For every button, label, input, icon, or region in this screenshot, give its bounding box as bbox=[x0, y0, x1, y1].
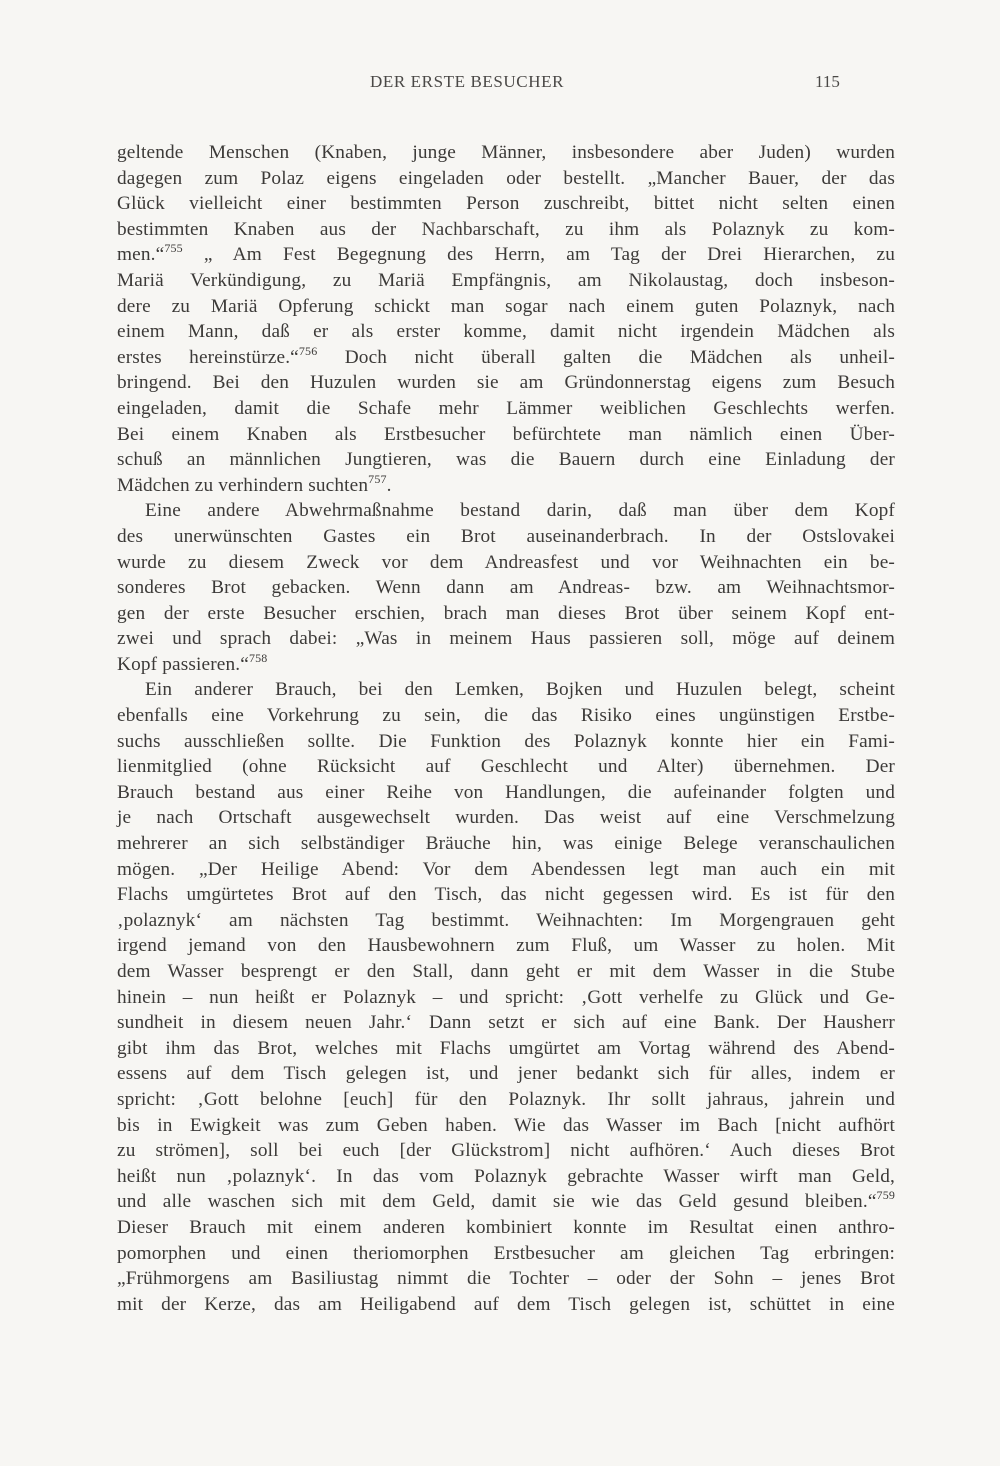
text-line: dem Wasser besprengt er den Stall, dann geht er mit dem Wasser in die Stube bbox=[117, 961, 895, 982]
text-line: men.“$^{755}$ „ Am Fest Begegnung des Herrn, am Tag der Drei Hierarchen, zu bbox=[117, 241, 895, 266]
text-line: sundheit in diesem neuen Jahr.‘ Dann setzt er sich auf eine Bank. Der Hausherr bbox=[117, 1012, 895, 1034]
text-line: geltende Menschen (Knaben, junge Männer, insbesondere aber Juden) wurden bbox=[117, 142, 895, 163]
page-number: 115 bbox=[815, 72, 840, 91]
text-line: suchs ausschließen sollte. Die Funktion des Polaznyk konnte hier ein Fami- bbox=[117, 730, 895, 752]
text-line: bis in Ewigkeit was zum Geben haben. Wie das Wasser im Bach [nicht aufhört bbox=[117, 1114, 895, 1136]
text-line: lienmitglied (ohne Rücksicht auf Geschlecht und Alter) übernehmen. Der bbox=[117, 756, 895, 778]
paragraph-start-line: Ein anderer Brauch, bei den Lemken, Bojken und Huzulen belegt, scheint bbox=[145, 679, 895, 701]
text-line: mögen. „Der Heilige Abend: Vor dem Abendessen legt man auch ein mit bbox=[117, 858, 895, 880]
text-line: zu strömen], soll bei euch [der Glückstrom] nicht aufhören.‘ Auch dieses Brot bbox=[117, 1140, 895, 1162]
text-line: Bei einem Knaben als Erstbesucher befürchtete man nämlich einen Über- bbox=[117, 423, 895, 445]
text-line: gibt ihm das Brot, welches mit Flachs umgürtet am Vortag während des Abend- bbox=[117, 1037, 895, 1059]
text-line: einem Mann, daß er als erster komme, damit nicht irgendein Mädchen als bbox=[117, 321, 895, 343]
text-line: dagegen zum Polaz eigens eingeladen oder bestellt. „Mancher Bauer, der das bbox=[117, 167, 895, 189]
text-line: des unerwünschten Gastes ein Brot auseinanderbrach. In der Ostslovakei bbox=[117, 525, 895, 547]
text-line: schuß an männlichen Jungtieren, was die Bauern durch eine Einladung der bbox=[117, 449, 895, 471]
text-line: erstes hereinstürze.“$^{756}$ Doch nicht überall galten die Mädchen als unheil- bbox=[117, 343, 895, 368]
text-line: heißt nun ‚polaznyk‘. In das vom Polaznyk gebrachte Wasser wirft man Geld, bbox=[117, 1165, 895, 1187]
text-line: Dieser Brauch mit einem anderen kombiniert konnte im Resultat einen anthro- bbox=[117, 1216, 895, 1238]
text-line: ebenfalls eine Vorkehrung zu sein, die das Risiko eines ungünstigen Erstbe- bbox=[117, 705, 895, 727]
footnote-reference: 755 bbox=[164, 241, 183, 256]
text-line: sonderes Brot gebacken. Wenn dann am Andreas- bzw. am Weihnachtsmor- bbox=[117, 577, 895, 599]
text-line: zwei und sprach dabei: „Was in meinem Haus passieren soll, möge auf deinem bbox=[117, 628, 895, 650]
text-line: ‚polaznyk‘ am nächsten Tag bestimmt. Weihnachten: Im Morgengrauen geht bbox=[117, 909, 895, 931]
footnote-reference: 756 bbox=[298, 343, 318, 358]
text-line: irgend jemand von den Hausbewohnern zum Fluß, um Wasser zu holen. Mit bbox=[117, 935, 895, 957]
text-line: eingeladen, damit die Schafe mehr Lämmer weiblichen Geschlechts werfen. bbox=[117, 397, 895, 419]
text-line: wurde zu diesem Zweck vor dem Andreasfest und vor Weihnachten ein be- bbox=[117, 551, 895, 573]
text-line: hinein – nun heißt er Polaznyk – und spricht: ‚Gott verhelfe zu Glück und Ge- bbox=[117, 986, 895, 1008]
body-text bbox=[117, 140, 895, 1317]
footnote-reference: 758 bbox=[248, 650, 268, 665]
text-line: pomorphen und einen theriomorphen Erstbesucher am gleichen Tag erbringen: bbox=[117, 1242, 895, 1264]
text-line: bringend. Bei den Huzulen wurden sie am Gründonnerstag eigens zum Besuch bbox=[117, 372, 895, 394]
text-line: Mariä Verkündigung, zu Mariä Empfängnis, am Nikolaustag, doch insbeson- bbox=[117, 269, 895, 291]
text-line: essens auf dem Tisch gelegen ist, und jener bedankt sich für alles, indem er bbox=[117, 1063, 895, 1085]
text-line: „Frühmorgens am Basiliustag nimmt die Tochter – oder der Sohn – jenes Brot bbox=[117, 1268, 895, 1290]
running-head bbox=[0, 72, 1000, 98]
text-line: bestimmten Knaben aus der Nachbarschaft, zu ihm als Polaznyk zu kom- bbox=[117, 218, 895, 240]
text-line: mehrerer an sich selbständiger Bräuche hin, was einige Belege veranschaulichen bbox=[117, 833, 895, 855]
text-line: Kopf passieren.“$^{758}$ bbox=[117, 650, 268, 675]
text-line: dere zu Mariä Opferung schickt man sogar nach einem guten Polaznyk, nach bbox=[117, 295, 895, 317]
running-title: DER ERSTE BESUCHER bbox=[370, 72, 565, 91]
text-line: Brauch bestand aus einer Reihe von Handlungen, die aufeinander folgten und bbox=[117, 781, 895, 803]
text-line: je nach Ortschaft ausgewechselt wurden. Das weist auf eine Verschmelzung bbox=[117, 807, 895, 829]
text-line: gen der erste Besucher erschien, brach man dieses Brot über seinem Kopf ent- bbox=[117, 602, 895, 624]
footnote-reference: 759 bbox=[876, 1188, 895, 1203]
text-line: mit der Kerze, das am Heiligabend auf dem Tisch gelegen ist, schüttet in eine bbox=[117, 1293, 895, 1315]
text-line: Flachs umgürtetes Brot auf den Tisch, das nicht gegessen wird. Es ist für den bbox=[117, 884, 895, 906]
paragraph-start-line: Eine andere Abwehrmaßnahme bestand darin, daß man über dem Kopf bbox=[145, 500, 895, 522]
text-line: und alle waschen sich mit dem Geld, damit sie wie das Geld gesund bleiben.“$^{759}$ bbox=[117, 1188, 895, 1213]
text-line: Glück vielleicht einer bestimmten Person zuschreibt, bittet nicht selten einen bbox=[117, 193, 895, 215]
text-line: spricht: ‚Gott belohne [euch] für den Polaznyk. Ihr sollt jahraus, jahrein und bbox=[117, 1088, 895, 1110]
text-line: Mädchen zu verhindern suchten$^{757}$. bbox=[117, 471, 392, 496]
footnote-reference: 757 bbox=[368, 471, 387, 486]
